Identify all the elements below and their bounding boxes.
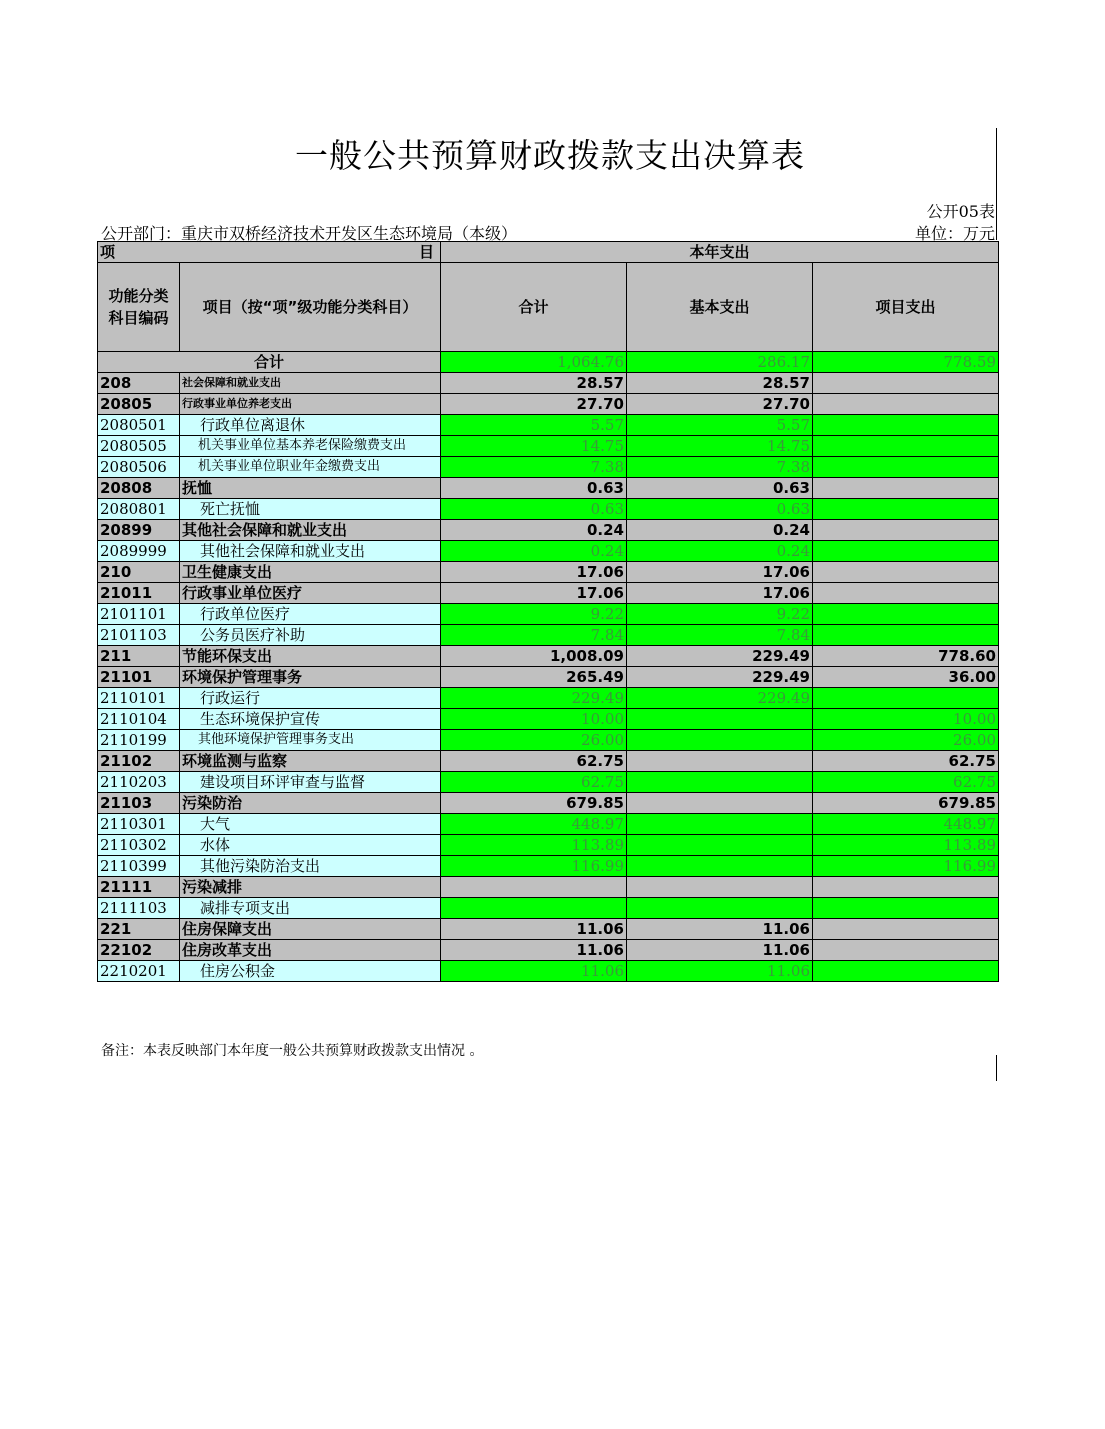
row-total: 229.49	[441, 688, 627, 709]
department-label: 公开部门：重庆市双桥经济技术开发区生态环境局（本级）	[101, 224, 518, 243]
row-project	[813, 625, 999, 646]
row-project: 448.97	[813, 814, 999, 835]
row-name: 行政单位离退休	[180, 415, 441, 436]
row-project	[813, 940, 999, 961]
header-row-1	[98, 242, 999, 263]
row-code: 2110399	[98, 856, 180, 877]
project-header-left: 项	[100, 243, 116, 261]
row-basic	[627, 814, 813, 835]
row-basic: 17.06	[627, 583, 813, 604]
row-project: 778.60	[813, 646, 999, 667]
table-row	[98, 478, 999, 499]
row-basic: 11.06	[627, 940, 813, 961]
row-total: 27.70	[441, 394, 627, 415]
row-total: 679.85	[441, 793, 627, 814]
row-basic	[627, 856, 813, 877]
row-name: 其他污染防治支出	[180, 856, 441, 877]
table-row	[98, 604, 999, 625]
row-basic: 17.06	[627, 562, 813, 583]
name-column-header: 项目（按“项”级功能分类科目）	[180, 263, 441, 352]
total-row-label: 合计	[98, 352, 441, 373]
row-code: 21103	[98, 793, 180, 814]
header-row-2	[98, 263, 999, 352]
current-year-header: 本年支出	[441, 242, 999, 263]
table-row	[98, 541, 999, 562]
project-column-header: 项目支出	[813, 263, 999, 352]
row-code: 2080506	[98, 457, 180, 478]
row-basic: 5.57	[627, 415, 813, 436]
row-basic: 11.06	[627, 919, 813, 940]
row-project	[813, 541, 999, 562]
row-project	[813, 457, 999, 478]
table-row	[98, 499, 999, 520]
row-total: 5.57	[441, 415, 627, 436]
total-row	[98, 352, 999, 373]
row-name: 生态环境保护宣传	[180, 709, 441, 730]
table-row	[98, 961, 999, 982]
row-total: 9.22	[441, 604, 627, 625]
table-row	[98, 436, 999, 457]
row-total: 11.06	[441, 940, 627, 961]
row-total: 26.00	[441, 730, 627, 751]
row-total: 7.84	[441, 625, 627, 646]
row-project	[813, 436, 999, 457]
row-name: 大气	[180, 814, 441, 835]
row-code: 2080501	[98, 415, 180, 436]
row-name: 水体	[180, 835, 441, 856]
table-row	[98, 562, 999, 583]
row-name: 住房公积金	[180, 961, 441, 982]
table-row	[98, 583, 999, 604]
row-basic: 27.70	[627, 394, 813, 415]
basic-column-header: 基本支出	[627, 263, 813, 352]
footnote: 备注：本表反映部门本年度一般公共预算财政拨款支出情况 。	[101, 1043, 484, 1059]
table-row	[98, 709, 999, 730]
row-project	[813, 877, 999, 898]
row-basic: 0.24	[627, 541, 813, 562]
row-code: 22102	[98, 940, 180, 961]
expenditure-table	[97, 241, 999, 982]
row-code: 2089999	[98, 541, 180, 562]
row-project	[813, 583, 999, 604]
row-code: 2210201	[98, 961, 180, 982]
table-row	[98, 772, 999, 793]
row-project	[813, 688, 999, 709]
row-name: 卫生健康支出	[180, 562, 441, 583]
row-total: 11.06	[441, 919, 627, 940]
row-code: 21102	[98, 751, 180, 772]
row-basic: 7.84	[627, 625, 813, 646]
table-row	[98, 835, 999, 856]
row-name: 行政运行	[180, 688, 441, 709]
row-code: 21101	[98, 667, 180, 688]
row-name: 环境监测与监察	[180, 751, 441, 772]
unit-label: 单位：万元	[914, 224, 995, 243]
row-basic	[627, 772, 813, 793]
row-total: 0.63	[441, 499, 627, 520]
table-row	[98, 856, 999, 877]
row-project: 116.99	[813, 856, 999, 877]
row-total: 62.75	[441, 751, 627, 772]
row-code: 2110104	[98, 709, 180, 730]
row-basic: 229.49	[627, 667, 813, 688]
row-code: 21011	[98, 583, 180, 604]
row-project	[813, 520, 999, 541]
row-total	[441, 877, 627, 898]
total-row-total: 1,064.76	[441, 352, 627, 373]
row-project	[813, 478, 999, 499]
row-total: 28.57	[441, 373, 627, 394]
row-project	[813, 499, 999, 520]
row-name: 减排专项支出	[180, 898, 441, 919]
row-code: 2101103	[98, 625, 180, 646]
row-code: 210	[98, 562, 180, 583]
right-border-line-bottom	[996, 1055, 997, 1081]
row-code: 2110302	[98, 835, 180, 856]
row-name: 机关事业单位基本养老保险缴费支出	[180, 436, 441, 457]
row-name: 公务员医疗补助	[180, 625, 441, 646]
row-name: 抚恤	[180, 478, 441, 499]
row-basic: 11.06	[627, 961, 813, 982]
row-name: 死亡抚恤	[180, 499, 441, 520]
row-code: 2080505	[98, 436, 180, 457]
row-total: 17.06	[441, 562, 627, 583]
row-name: 行政事业单位养老支出	[180, 394, 441, 415]
row-basic	[627, 793, 813, 814]
row-name: 行政单位医疗	[180, 604, 441, 625]
table-row	[98, 394, 999, 415]
row-basic: 229.49	[627, 646, 813, 667]
table-row	[98, 373, 999, 394]
row-basic: 7.38	[627, 457, 813, 478]
table-row	[98, 898, 999, 919]
row-code: 20805	[98, 394, 180, 415]
row-code: 208	[98, 373, 180, 394]
table-row	[98, 625, 999, 646]
row-basic: 0.63	[627, 478, 813, 499]
row-project: 36.00	[813, 667, 999, 688]
page-title: 一般公共预算财政拨款支出决算表	[295, 136, 805, 175]
row-total: 7.38	[441, 457, 627, 478]
table-row	[98, 457, 999, 478]
row-code: 2110199	[98, 730, 180, 751]
row-basic	[627, 730, 813, 751]
row-code: 21111	[98, 877, 180, 898]
row-project: 62.75	[813, 772, 999, 793]
row-name: 其他环境保护管理事务支出	[180, 730, 441, 751]
row-project: 10.00	[813, 709, 999, 730]
row-code: 221	[98, 919, 180, 940]
row-name: 污染防治	[180, 793, 441, 814]
row-project	[813, 415, 999, 436]
row-basic	[627, 751, 813, 772]
row-project	[813, 394, 999, 415]
row-code: 211	[98, 646, 180, 667]
row-total: 1,008.09	[441, 646, 627, 667]
row-basic	[627, 877, 813, 898]
form-number: 公开05表	[926, 202, 995, 221]
total-column-header: 合计	[441, 263, 627, 352]
row-project	[813, 562, 999, 583]
row-code: 2110301	[98, 814, 180, 835]
row-code: 20808	[98, 478, 180, 499]
row-name: 环境保护管理事务	[180, 667, 441, 688]
row-basic: 0.63	[627, 499, 813, 520]
row-basic: 14.75	[627, 436, 813, 457]
row-project	[813, 898, 999, 919]
row-name: 节能环保支出	[180, 646, 441, 667]
row-name: 其他社会保障和就业支出	[180, 541, 441, 562]
row-basic: 28.57	[627, 373, 813, 394]
row-code: 2101101	[98, 604, 180, 625]
row-project	[813, 373, 999, 394]
row-basic	[627, 835, 813, 856]
row-total	[441, 898, 627, 919]
row-basic: 9.22	[627, 604, 813, 625]
row-basic: 229.49	[627, 688, 813, 709]
row-name: 住房改革支出	[180, 940, 441, 961]
row-project	[813, 919, 999, 940]
row-name: 其他社会保障和就业支出	[180, 520, 441, 541]
code-column-header: 功能分类科目编码	[98, 263, 180, 352]
row-total: 448.97	[441, 814, 627, 835]
row-name: 污染减排	[180, 877, 441, 898]
total-row-project: 778.59	[813, 352, 999, 373]
row-total: 14.75	[441, 436, 627, 457]
table-row	[98, 919, 999, 940]
table-row	[98, 667, 999, 688]
row-code: 2080801	[98, 499, 180, 520]
table-row	[98, 751, 999, 772]
project-header-cell	[98, 242, 441, 263]
table-row	[98, 688, 999, 709]
row-basic	[627, 709, 813, 730]
row-total: 17.06	[441, 583, 627, 604]
table-row	[98, 793, 999, 814]
row-project: 26.00	[813, 730, 999, 751]
row-project: 679.85	[813, 793, 999, 814]
row-code: 2110101	[98, 688, 180, 709]
row-total: 11.06	[441, 961, 627, 982]
table-row	[98, 415, 999, 436]
row-total: 0.24	[441, 520, 627, 541]
table-row	[98, 940, 999, 961]
table-row	[98, 730, 999, 751]
project-header-right: 目	[418, 243, 434, 261]
total-row-basic: 286.17	[627, 352, 813, 373]
row-project	[813, 604, 999, 625]
row-code: 20899	[98, 520, 180, 541]
row-name: 社会保障和就业支出	[180, 373, 441, 394]
row-total: 0.24	[441, 541, 627, 562]
row-code: 2110203	[98, 772, 180, 793]
row-project: 113.89	[813, 835, 999, 856]
row-name: 住房保障支出	[180, 919, 441, 940]
row-total: 10.00	[441, 709, 627, 730]
row-total: 113.89	[441, 835, 627, 856]
row-project	[813, 961, 999, 982]
row-name: 行政事业单位医疗	[180, 583, 441, 604]
row-total: 0.63	[441, 478, 627, 499]
table-row	[98, 814, 999, 835]
row-basic	[627, 898, 813, 919]
row-name: 机关事业单位职业年金缴费支出	[180, 457, 441, 478]
table-row	[98, 520, 999, 541]
row-basic: 0.24	[627, 520, 813, 541]
row-name: 建设项目环评审查与监督	[180, 772, 441, 793]
row-total: 116.99	[441, 856, 627, 877]
row-total: 62.75	[441, 772, 627, 793]
table-row	[98, 877, 999, 898]
row-total: 265.49	[441, 667, 627, 688]
row-project: 62.75	[813, 751, 999, 772]
row-code: 2111103	[98, 898, 180, 919]
table-row	[98, 646, 999, 667]
